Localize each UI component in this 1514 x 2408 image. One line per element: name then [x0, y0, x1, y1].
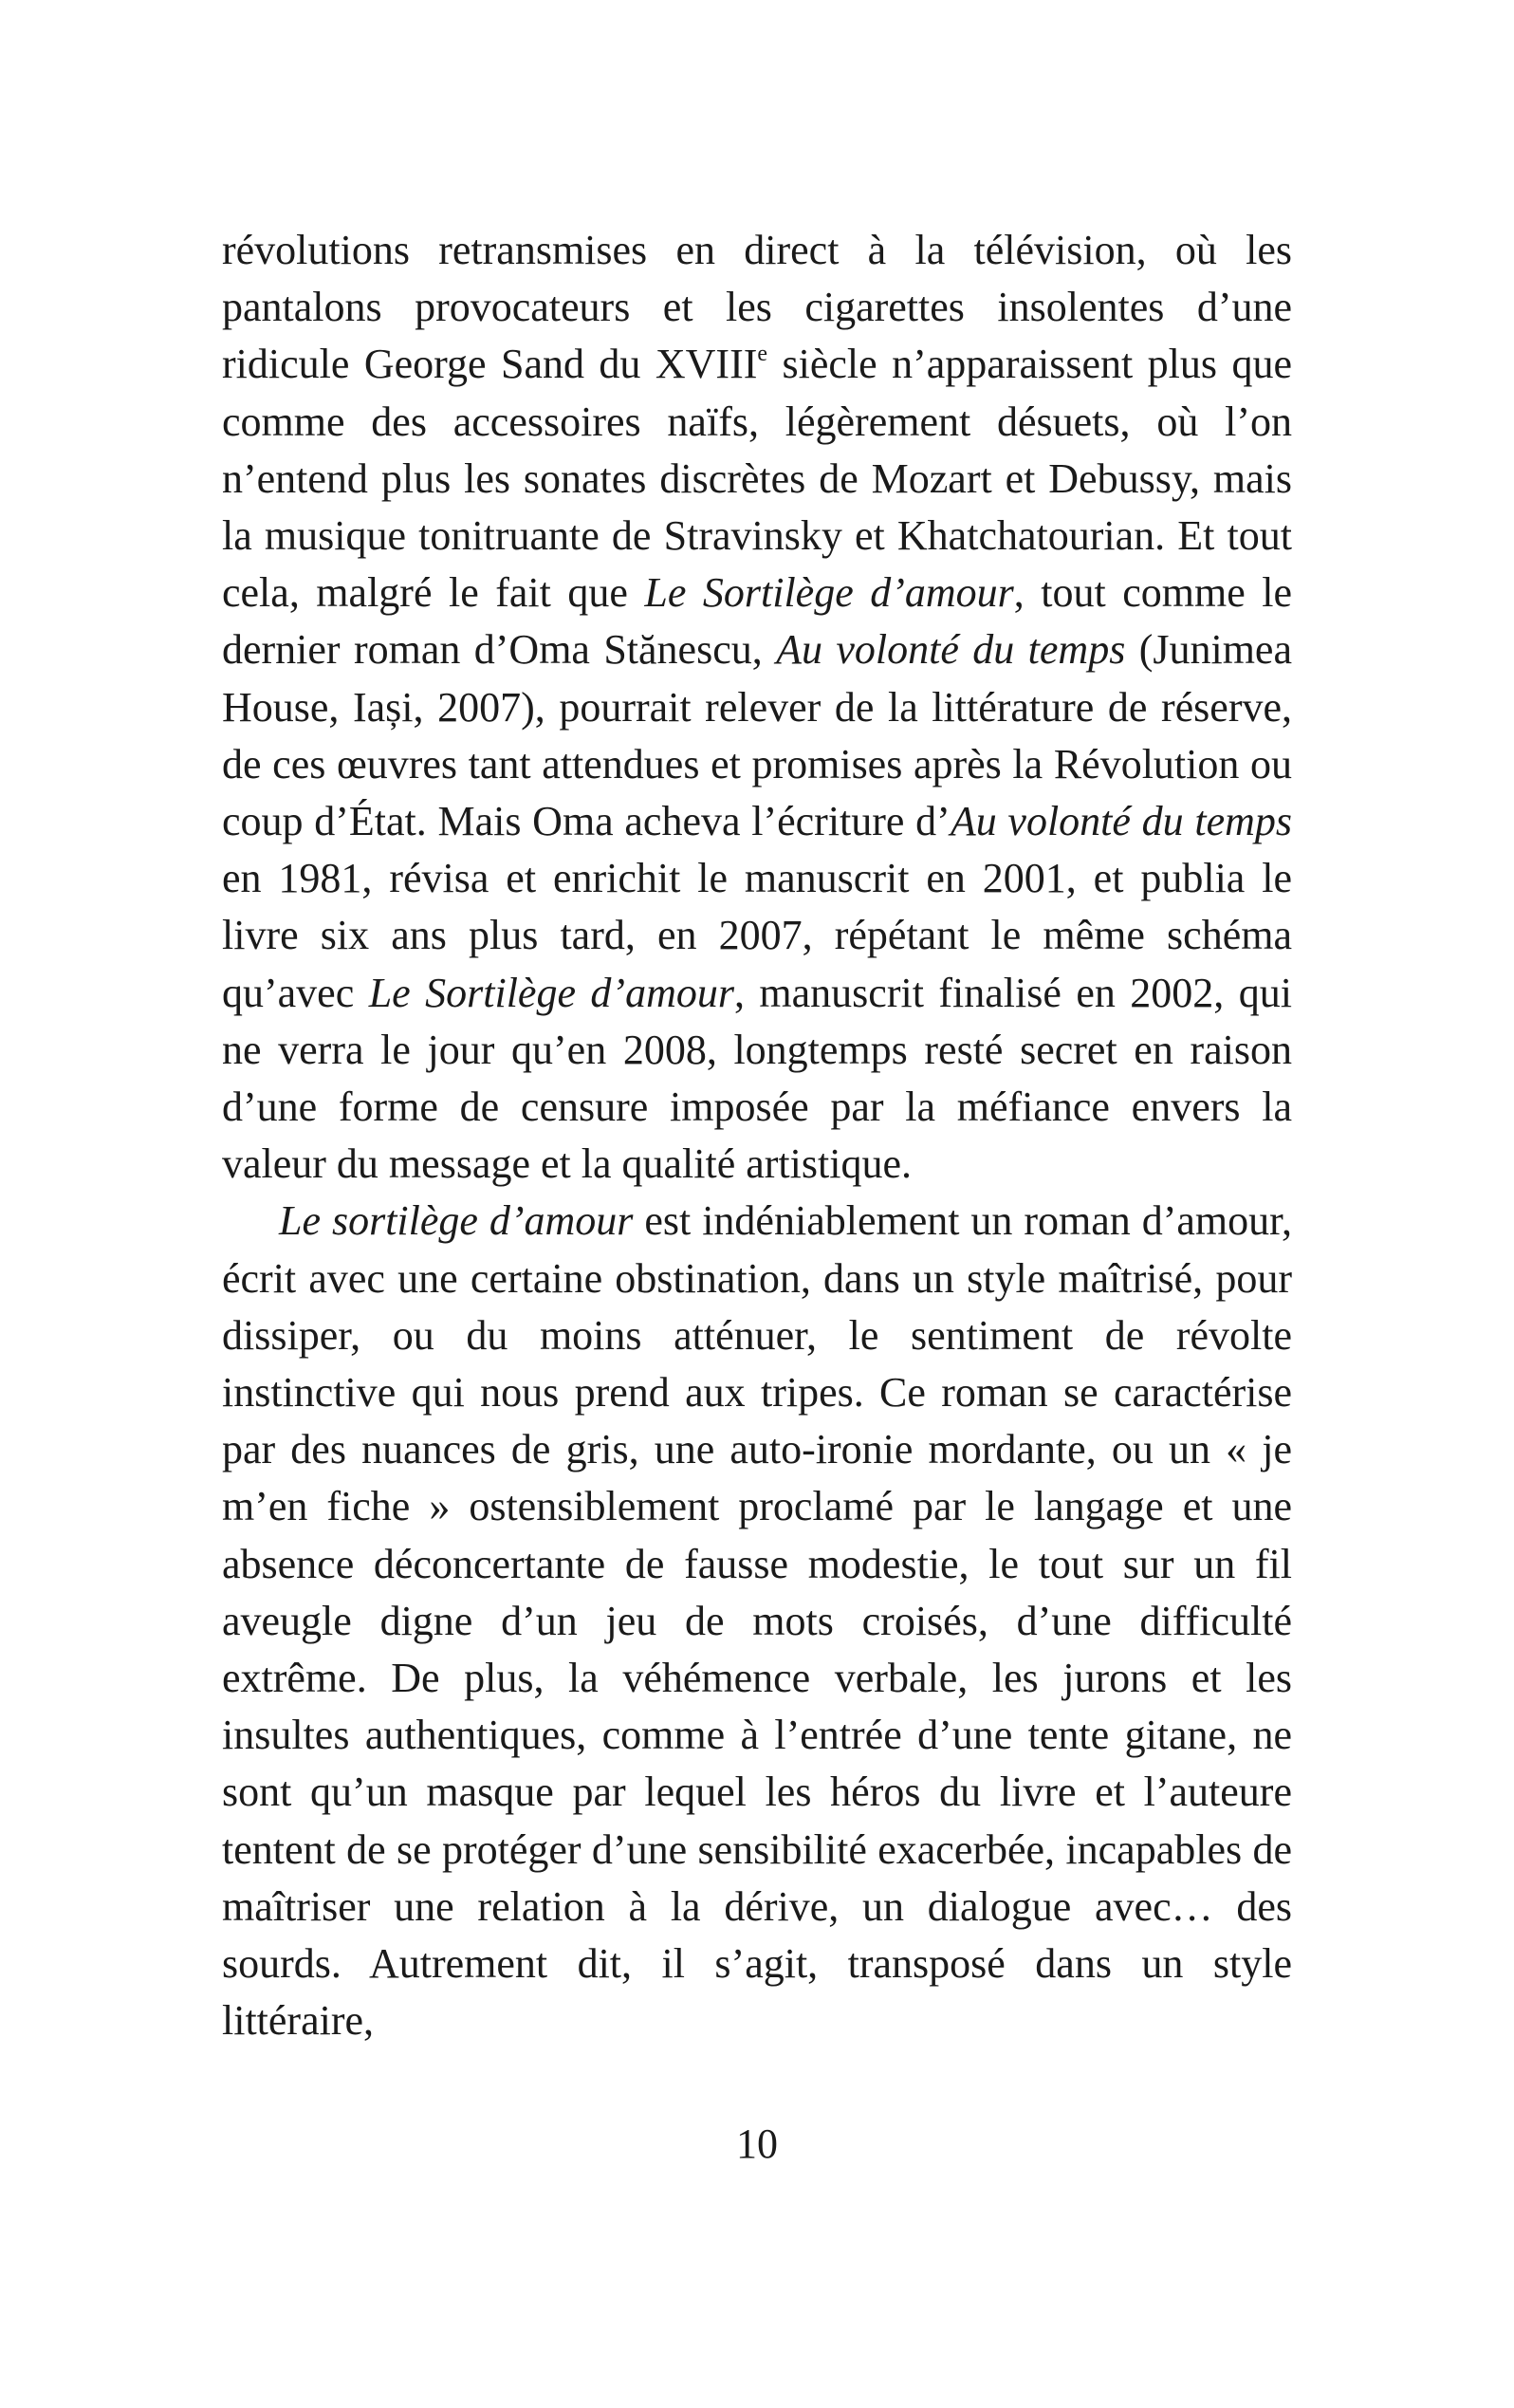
paragraph: [222, 222, 1292, 1193]
text-run: (Junimea House, Iași, 2007), pourrait relever de la littérature de réserve, de ces œuvres tant attendues et promises après la Révolution ou coup d’État. Mais Oma acheva l’écriture d’: [222, 626, 1292, 845]
text-run: révolutions retransmises en direct à la télévision, où les pantalons provocateurs et les cigarettes insolentes d’une ridicule George Sand du XVIII: [222, 227, 1292, 388]
text-run: siècle n’apparaissent plus que comme des accessoires naïfs, légèrement désuets, où l’on n’entend plus les sonates discrètes de Mozart et Debussy, mais la musique tonitruante de Stravinsky et Khatchatourian. Et tout cela, malgré le fait que: [222, 341, 1292, 617]
book-title: Le Sortilège d’amour: [368, 969, 734, 1016]
text-run: en 1981, révisa et enrichit le manuscrit en 2001, et publia le livre six ans plus tard, en 2007, répétant le même schéma qu’avec: [222, 855, 1292, 1016]
paragraph: [222, 1193, 1292, 2049]
book-title: Au volonté du temps: [950, 798, 1292, 845]
book-title: Le Sortilège d’amour: [644, 569, 1014, 617]
text-run: , manuscrit finalisé en 2002, qui ne verra le jour qu’en 2008, longtemps resté secret en raison d’une forme de censure imposée par la méfiance envers la valeur du message et la qualité artistique.: [222, 969, 1292, 1188]
superscript: e: [757, 342, 768, 367]
text-run: , tout comme le dernier roman d’Oma Stănescu,: [222, 569, 1293, 674]
body-text: [222, 222, 1292, 2050]
text-run: est indéniablement un roman d’amour, écrit avec une certaine obstination, dans un style maîtrisé, pour dissiper, ou du moins atténuer, le sentiment de révolte instinctive qui nous prend aux tripes. Ce roman se caractérise par des nuances de gris, une auto-ironie mordante, ou un « je m’en fiche » ostensiblement proclamé par le langage et une absence déconcertante de fausse modestie, le tout sur un fil aveugle digne d’un jeu de mots croisés, d’une difficulté extrême. De plus, la véhémence verbale, les jurons et les insultes authentiques, comme à l’entrée d’une tente gitane, ne sont qu’un masque par lequel les héros du livre et l’auteure tentent de se protéger d’une sensibilité exacerbée, incapables de maîtriser une relation à la dérive, un dialogue avec… des sourds. Autrement dit, il s’agit, transposé dans un style littéraire,: [222, 1197, 1293, 2045]
page-number: 10: [736, 2121, 778, 2167]
book-title: Le sortilège d’amour: [279, 1197, 634, 1245]
book-title: Au volonté du temps: [776, 626, 1126, 674]
